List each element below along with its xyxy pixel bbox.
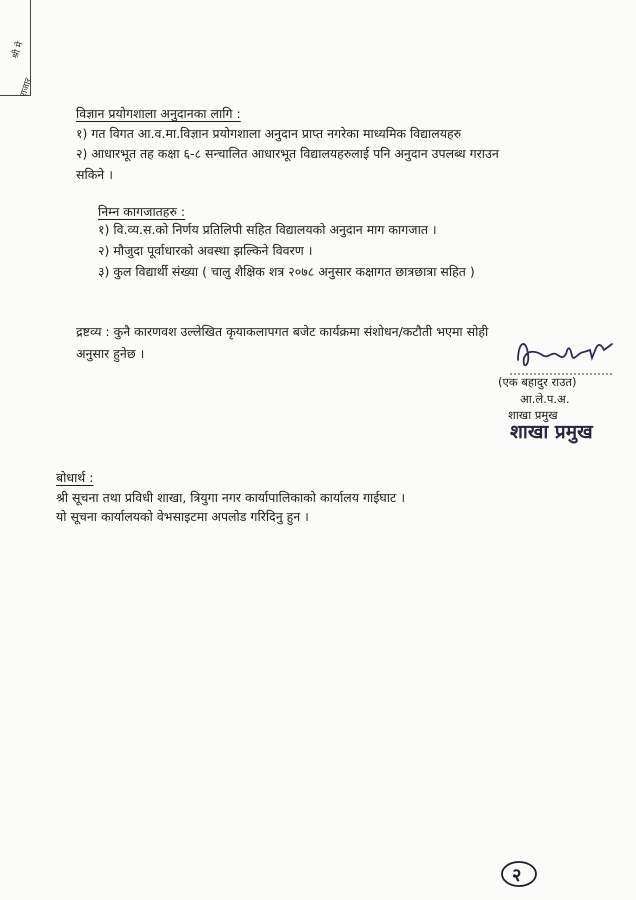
bodharth-line-1: श्री सूचना तथा प्रविधी शाखा, त्रियुगा नगर कार्यापालिकाको कार्यालय गाईघाट । — [56, 490, 406, 505]
documents-heading: निम्न कागजातहरु : — [98, 204, 186, 219]
documents-item-2: २) मौजुदा पूर्वाधारको अवस्था झल्किने विवरण । — [98, 243, 313, 258]
science-lab-item-2: २) आधारभूत तह कक्षा ६-८ सन्चालित आधारभूत विद्यालयहरुलाई पनि अनुदान उपलब्ध गराउन — [76, 146, 499, 161]
documents-item-1: १) वि.व्य.स.को निर्णय प्रतिलिपी सहित विद्यालयको अनुदान माग कागजात । — [98, 222, 437, 237]
bodharth-heading: बोधार्थ : — [56, 470, 94, 485]
branch-head-stamp: शाखा प्रमुख — [510, 421, 593, 443]
note-line-1: द्रष्टव्य : कुनै कारणवश उल्लेखित कृयाकलापगत बजेट कार्यक्रमा संशोधन/कटौती भएमा सोही — [76, 324, 489, 339]
science-lab-heading: विज्ञान प्रयोगशाला अनुदानका लागि : — [76, 106, 241, 121]
signatory-name: (एक बहादुर राउत) — [498, 375, 577, 389]
note-line-2: अनुसार हुनेछ । — [76, 346, 145, 361]
science-lab-item-3: सकिने । — [76, 167, 113, 182]
handwritten-signature — [504, 330, 624, 380]
page-number: २ — [512, 865, 522, 886]
signatory-title: आ.ले.प.अ. — [520, 392, 570, 406]
margin-note-2: राजार — [18, 77, 35, 99]
page-number-mark — [498, 858, 542, 892]
signatory-role: शाखा प्रमुख — [508, 408, 558, 422]
bodharth-line-2: यो सूचना कार्यालयको वेभसाइटमा अपलोड गरिदिनु हुन । — [56, 509, 309, 524]
documents-item-3: ३) कुल विद्यार्थी संख्या ( चालु शैक्षिक शत्र २०७८ अनुसार कक्षागत छात्रछात्रा सहित ) — [98, 264, 475, 279]
science-lab-item-1: १) गत विगत आ.व.मा.विज्ञान प्रयोगशाला अनुदान प्राप्त नगरेका माध्यमिक विद्यालयहरु — [76, 126, 462, 141]
margin-note-1: श्री मे — [10, 40, 26, 61]
